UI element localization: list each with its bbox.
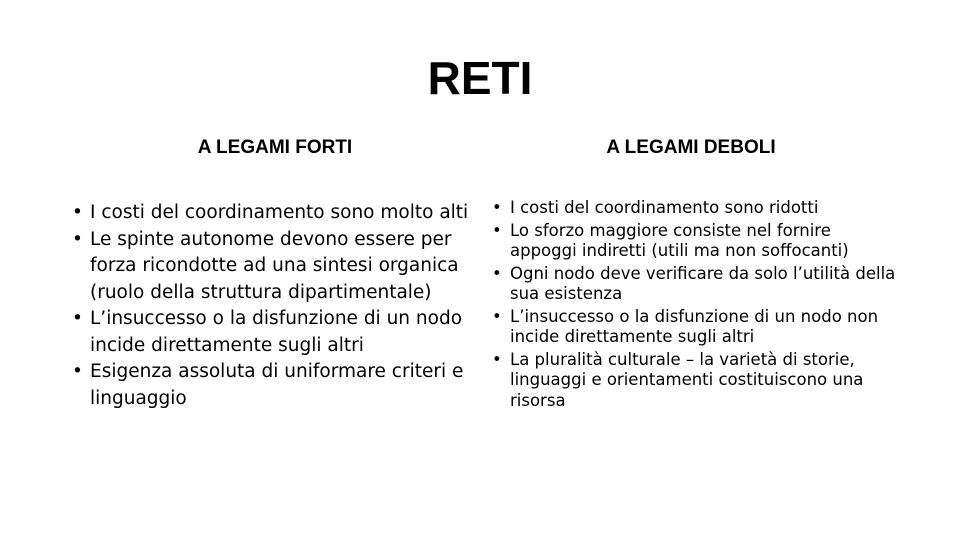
bullet-icon: • [492,220,502,240]
list-item [492,307,897,348]
list-item-text: Esigenza assoluta di uniformare criteri e linguaggio [90,361,464,409]
bullet-icon: • [72,361,83,382]
list-item-text: Ogni nodo deve verificare da solo l’utilità della sua esistenza [510,263,896,303]
bullet-icon: • [492,263,502,283]
bullet-icon: • [492,198,502,217]
bullet-icon: • [72,228,83,250]
list-item [72,306,472,359]
list-item-text: I costi del coordinamento sono ridotti [510,198,819,217]
list-item [492,264,897,305]
bullet-icon: • [72,308,83,329]
bullet-icon: • [492,306,502,326]
list-item [72,359,472,412]
legami-forti-list [72,200,472,412]
bullet-icon: • [72,202,83,223]
bullet-icon: • [492,349,502,369]
list-item [492,350,897,412]
list-item-text: L’insuccesso o la disfunzione di un nodo incide direttamente sugli altri [90,308,463,356]
list-item [492,198,897,219]
slide-title: RETI [427,52,533,104]
list-item-text: I costi del coordinamento sono molto alti [90,202,469,223]
list-item [72,200,472,227]
list-item-text: Le spinte autonome devono essere per forza ricondotte ad una sintesi organica (ruolo della struttura dipartimentale) [90,228,459,303]
list-item-text: Lo sforzo maggiore consiste nel fornire appoggi indiretti (utili ma non soffocanti) [510,220,849,260]
list-item-text: L’insuccesso o la disfunzione di un nodo non incide direttamente sugli altri [510,306,879,346]
list-item [72,227,472,307]
legami-deboli-list [492,198,897,413]
heading-legami-forti: A LEGAMI FORTI [197,137,353,158]
heading-legami-deboli: A LEGAMI DEBOLI [606,137,776,158]
list-item-text: La pluralità culturale – la varietà di storie, linguaggi e orientamenti costituiscono una risorsa [510,349,864,410]
list-item [492,221,897,262]
